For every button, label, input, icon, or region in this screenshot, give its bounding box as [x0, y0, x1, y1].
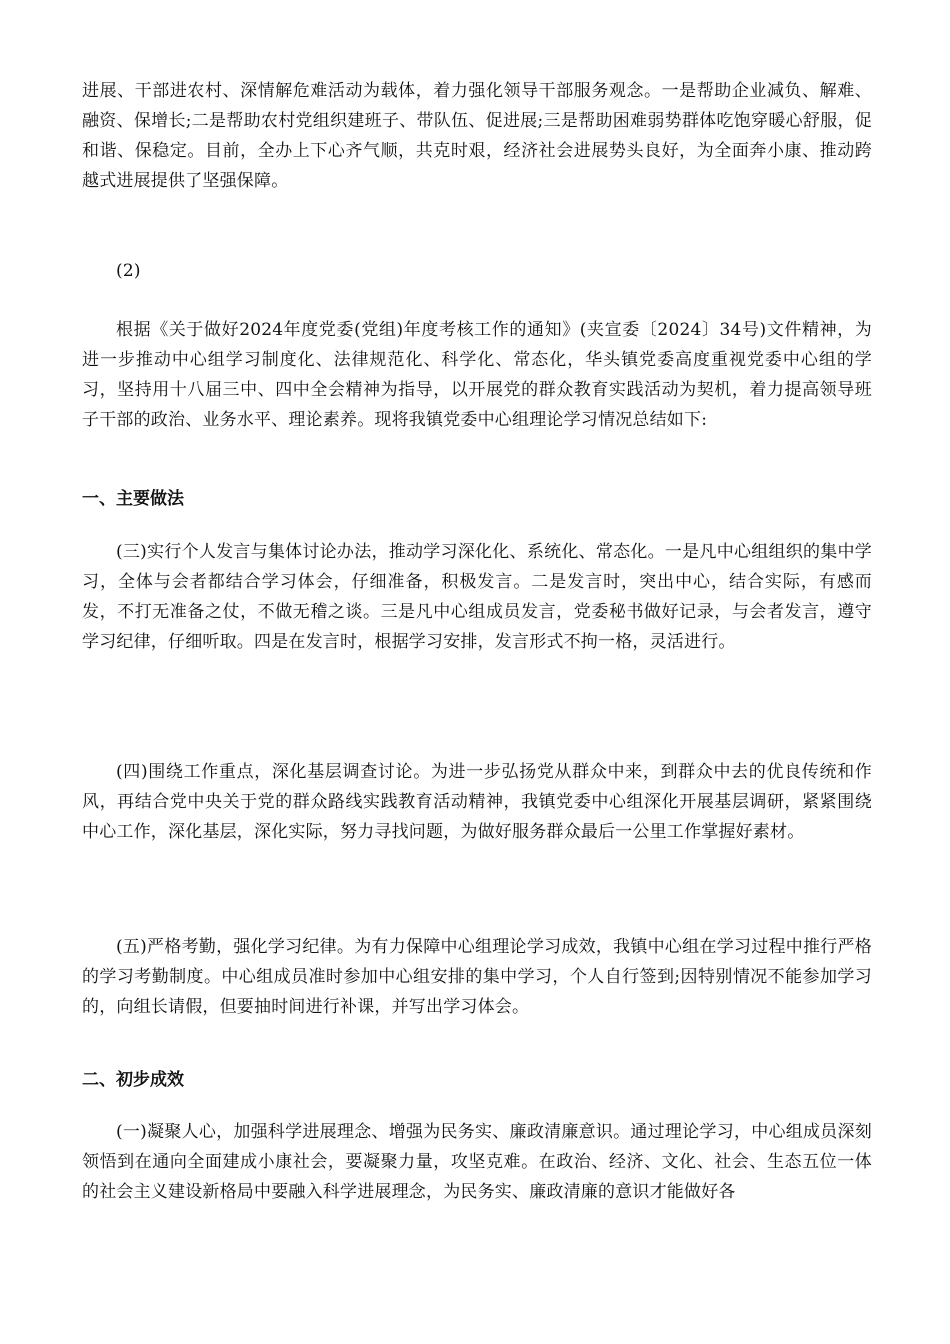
heading-main-practices: 一、主要做法	[82, 489, 184, 509]
heading-preliminary-results: 二、初步成效	[82, 1070, 184, 1090]
paragraph-method-5: (五)严格考勤，强化学习纪律。为有力保障中心组理论学习成效，我镇中心组在学习过程中推行严格的学习考勤制度。中心组成员准时参加中心组安排的集中学习，个人自行签到;因特别情况不能参加学习的，向组长请假，但要抽时间进行补课，并写出学习体会。	[82, 937, 872, 1017]
paragraph-method-3: (三)实行个人发言与集体讨论办法，推动学习深化化、系统化、常态化。一是凡中心组组织的集中学习，全体与会者都结合学习体会，仔细准备，积极发言。二是发言时，突出中心，结合实际，有感而发，不打无准备之仗，不做无稽之谈。三是凡中心组成员发言，党委秘书做好记录，与会者发言，遵守学习纪律，仔细听取。四是在发言时，根据学习安排，发言形式不拘一格，灵活进行。	[82, 542, 872, 652]
paragraph-intro: 进展、干部进农村、深情解危难活动为载体，着力强化领导干部服务观念。一是帮助企业减负、解难、融资、保增长;二是帮助农村党组织建班子、带队伍、促进展;三是帮助困难弱势群体吃饱穿暖心舒服，促和谐、保稳定。目前，全办上下心齐气顺，共克时艰，经济社会进展势头良好，为全面奔小康、推动跨越式进展提供了坚强保障。	[82, 81, 872, 191]
paragraph-method-4: (四)围绕工作重点，深化基层调查讨论。为进一步弘扬党从群众中来，到群众中去的优良传统和作风，再结合党中央关于党的群众路线实践教育活动精神，我镇党委中心组深化开展基层调研，紧紧围绕中心工作，深化基层，深化实际，努力寻找问题，为做好服务群众最后一公里工作掌握好素材。	[82, 762, 872, 842]
paragraph-basis: 根据《关于做好2024年度党委(党组)年度考核工作的通知》(夹宣委〔2024〕34号)文件精神，为进一步推动中心组学习制度化、法律规范化、科学化、常态化，华头镇党委高度重视党委中心组的学习，坚持用十八届三中、四中全会精神为指导，以开展党的群众教育实践活动为契机，着力提高领导班子干部的政治、业务水平、理论素养。现将我镇党委中心组理论学习情况总结如下:	[82, 320, 872, 430]
section-number: (2)	[116, 261, 141, 281]
paragraph-result-1: (一)凝聚人心，加强科学进展理念、增强为民务实、廉政清廉意识。通过理论学习，中心组成员深刻领悟到在通向全面建成小康社会，要凝聚力量，攻坚克难。在政治、经济、文化、社会、生态五位一体的社会主义建设新格局中要融入科学进展理念，为民务实、廉政清廉的意识才能做好各	[82, 1122, 872, 1202]
